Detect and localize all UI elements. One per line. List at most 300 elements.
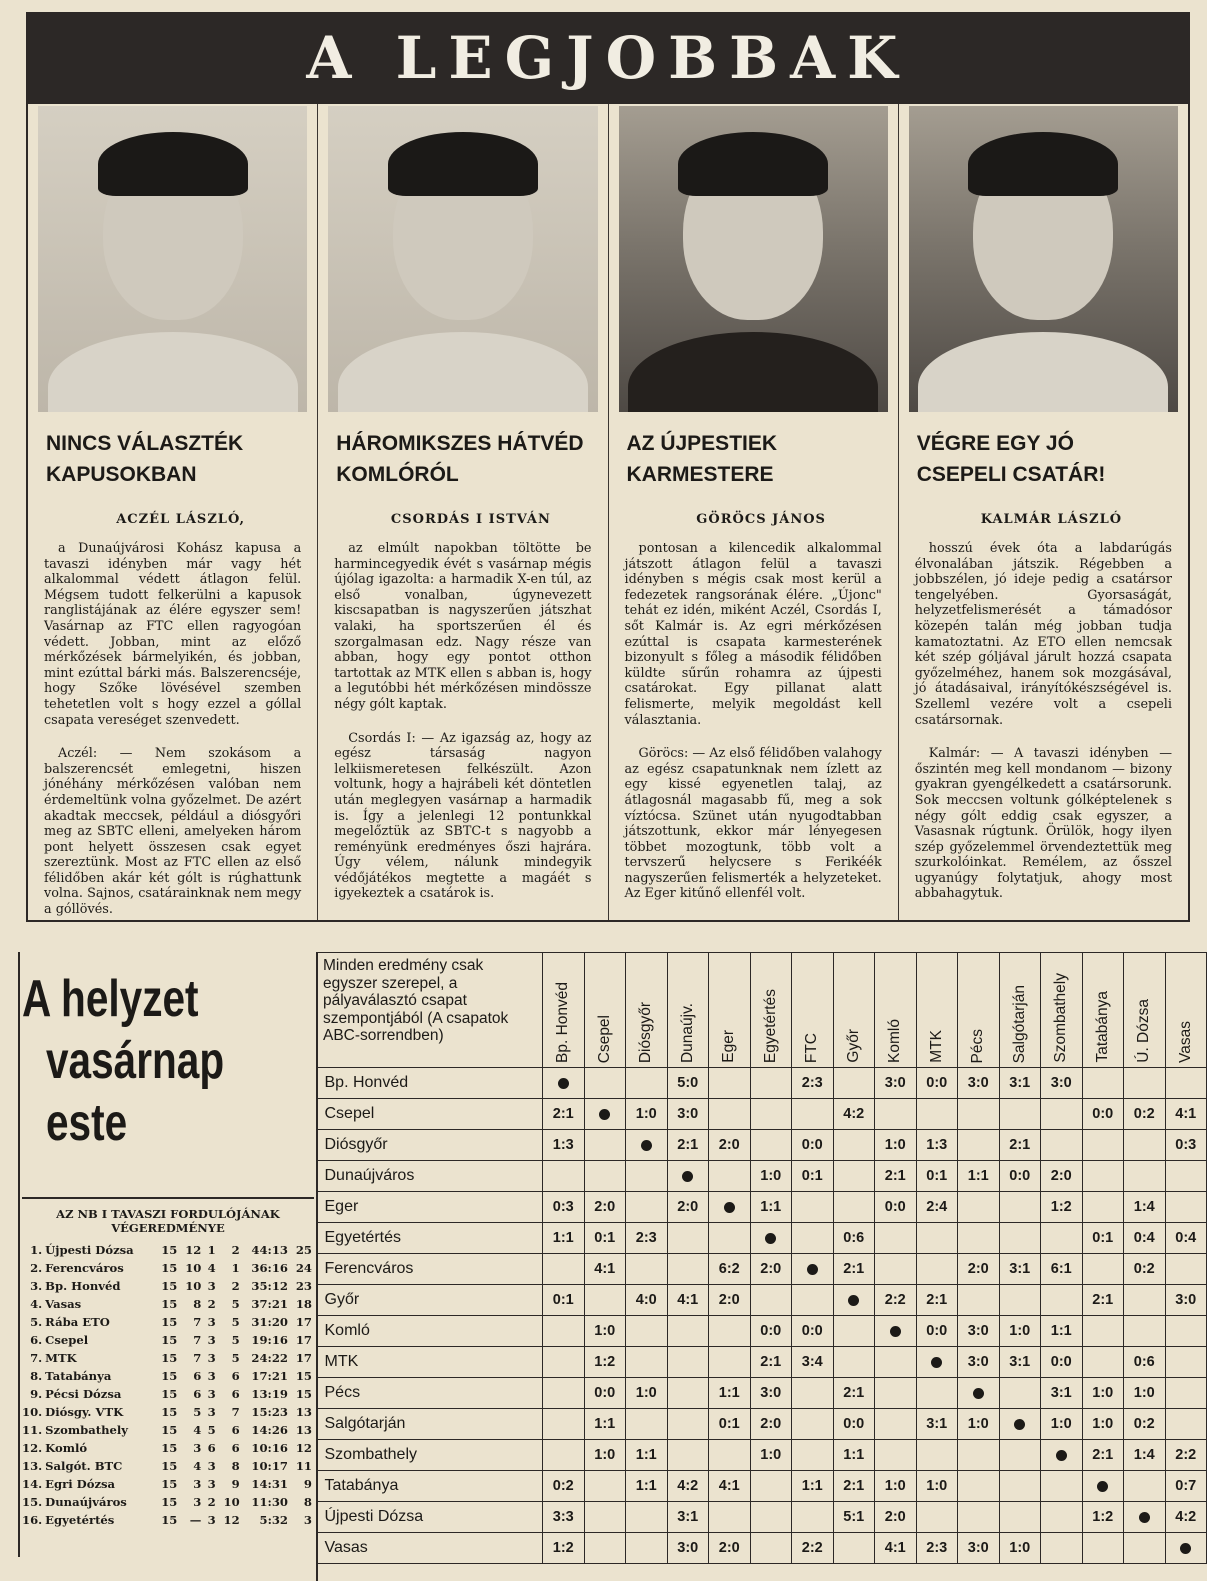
result-cell: 0:6 — [833, 1223, 875, 1254]
result-cell: 1:1 — [833, 1440, 875, 1471]
result-cell: 1:2 — [584, 1347, 626, 1378]
table-cell: 11 — [295, 1459, 312, 1473]
result-cell: 3:0 — [1165, 1285, 1207, 1316]
result-cell — [999, 1440, 1041, 1471]
result-cell — [1082, 1316, 1124, 1347]
table-row — [317, 1316, 1207, 1347]
result-cell: 2:3 — [916, 1533, 958, 1564]
player-column — [609, 104, 899, 920]
table-cell: 31:20 — [251, 1315, 288, 1329]
result-cell: 1:1 — [584, 1409, 626, 1440]
table-cell: 19:16 — [251, 1333, 288, 1347]
row-team: Egyetértés — [317, 1223, 543, 1254]
result-cell: 1:2 — [1082, 1502, 1124, 1533]
table-row — [22, 1259, 314, 1277]
result-cell: 2:4 — [916, 1192, 958, 1223]
table-cell: 12 — [185, 1243, 202, 1257]
result-cell — [667, 1254, 709, 1285]
result-cell: 5:1 — [833, 1502, 875, 1533]
result-cell: 2:1 — [667, 1130, 709, 1161]
result-cell — [543, 1440, 585, 1471]
row-team: Eger — [317, 1192, 543, 1223]
result-cell — [1165, 1378, 1207, 1409]
result-cell: 4:2 — [667, 1471, 709, 1502]
table-cell: 15 — [161, 1315, 178, 1329]
column-header: Komló — [875, 953, 917, 1068]
result-cell: 4:1 — [709, 1471, 751, 1502]
table-cell: 15 — [295, 1369, 312, 1383]
dot-icon — [724, 1202, 735, 1213]
result-cell — [750, 1099, 792, 1130]
result-cell — [792, 1502, 834, 1533]
result-cell — [999, 1223, 1041, 1254]
result-cell — [958, 1223, 1000, 1254]
result-cell: 3:0 — [750, 1378, 792, 1409]
player-photo — [909, 106, 1178, 412]
dot-icon — [890, 1326, 901, 1337]
result-cell: 0:7 — [1165, 1471, 1207, 1502]
result-cell: 1:0 — [916, 1471, 958, 1502]
column-header: Dunaújv. — [667, 953, 709, 1068]
result-cell — [667, 1316, 709, 1347]
result-cell — [916, 1378, 958, 1409]
table-cell: 11. — [22, 1423, 43, 1437]
table-row — [22, 1241, 314, 1259]
table-cell: 5 — [231, 1333, 240, 1347]
result-cell: 4:1 — [1165, 1099, 1207, 1130]
result-cell: 0:1 — [709, 1409, 751, 1440]
result-cell — [667, 1440, 709, 1471]
player-column — [28, 104, 318, 920]
table-cell: — — [189, 1513, 202, 1527]
table-row — [317, 1254, 1207, 1285]
result-cell — [792, 1099, 834, 1130]
table-cell: 3 — [207, 1405, 216, 1419]
result-cell — [999, 1502, 1041, 1533]
table-cell: Szombathely — [45, 1423, 129, 1437]
result-cell — [833, 1161, 875, 1192]
result-cell: 1:2 — [543, 1533, 585, 1564]
player-column — [899, 104, 1188, 920]
self-match-dot — [1082, 1471, 1124, 1502]
result-cell: 2:0 — [584, 1192, 626, 1223]
row-team: Dunaújváros — [317, 1161, 543, 1192]
result-cell: 1:0 — [1082, 1378, 1124, 1409]
column-header: Szombathely — [1041, 953, 1083, 1068]
table-cell: 9. — [30, 1387, 43, 1401]
table-cell: 10 — [185, 1279, 202, 1293]
table-row — [22, 1511, 314, 1529]
result-cell: 2:2 — [875, 1285, 917, 1316]
table-cell: 10 — [185, 1261, 202, 1275]
dot-icon — [807, 1264, 818, 1275]
table-cell: 17:21 — [251, 1369, 288, 1383]
standings-caption: AZ NB I TAVASZI FORDULÓJÁNAK VÉGEREDMÉNYE — [22, 1197, 314, 1241]
table-cell: 3 — [193, 1495, 202, 1509]
result-cell: 5:0 — [667, 1068, 709, 1099]
column-header: FTC — [792, 953, 834, 1068]
table-row — [22, 1403, 314, 1421]
result-cell: 2:1 — [1082, 1285, 1124, 1316]
table-cell: 3 — [207, 1351, 216, 1365]
result-cell: 1:1 — [709, 1378, 751, 1409]
result-cell: 0:3 — [543, 1192, 585, 1223]
table-row — [317, 1409, 1207, 1440]
table-cell: 8 — [231, 1459, 240, 1473]
result-cell — [626, 1533, 668, 1564]
result-cell: 1:0 — [626, 1099, 668, 1130]
table-cell: Csepel — [45, 1333, 89, 1347]
column-header: Eger — [709, 953, 751, 1068]
result-cell — [709, 1347, 751, 1378]
result-cell — [1041, 1285, 1083, 1316]
column-header: Salgótarján — [999, 953, 1041, 1068]
table-row — [22, 1493, 314, 1511]
dot-icon — [558, 1078, 569, 1089]
result-cell — [958, 1130, 1000, 1161]
player-name: ACZÉL LÁSZLÓ, — [116, 512, 246, 527]
table-cell: 12 — [223, 1513, 240, 1527]
table-cell: 15:23 — [251, 1405, 288, 1419]
result-cell: 1:1 — [543, 1223, 585, 1254]
result-cell: 1:0 — [999, 1316, 1041, 1347]
result-cell: 3:0 — [958, 1347, 1000, 1378]
result-cell: 2:0 — [750, 1254, 792, 1285]
result-cell: 0:0 — [792, 1316, 834, 1347]
table-cell: 15 — [161, 1459, 178, 1473]
table-row — [317, 1130, 1207, 1161]
result-cell — [626, 1347, 668, 1378]
banner-title: A LEGJOBBAK — [306, 24, 910, 92]
table-cell: 24 — [295, 1261, 312, 1275]
player-text: a Dunaújvárosi Kohász kapusa a tavaszi idényben már vagy hét alkalommal védett átlagon felül. Mégsem tudott felkerülni a kapusok ranglistájának az élére egyszer sem! Vasárnap az FTC ellen ragyogóan védett. Jobban, mint az előző mérkőzések bármelyikén, és jobban, mint ezúttal bárki más. Balszerencséje, hogy Szőke lövésével szemben tehetetlen volt s hogy ezzel a góllal csapata vereséget szenvedett. Aczél: — Nem szokásom a balszerencsét emlegetni, hiszen jónéhány mérkőzésen valóban nem érdemeltünk volna győzelmet. De azért akadtak meccsek, például a diósgyőri meg az SBTC elleni, amelyeken három pont helyett összesen csak egyet szereztünk. Most az FTC ellen az első félidőben akár két gólt is rúghattunk volna. Sajnos, csatárainknak nem megy a góllövés. — [44, 541, 302, 918]
result-cell: 4:0 — [626, 1285, 668, 1316]
table-row — [22, 1295, 314, 1313]
player-text: pontosan a kilencedik alkalommal játszott átlagon felül a tavaszi idényben s mégis csak most kerül a fedezetek rangsorának élére. „Újonc" tehát ez idén, miként Aczél, Csordás I, sőt Kalmár is. Az egri mérkőzésen ezúttal is csapata karmesterének bizonyult s főleg a második félidőben küldte sűrűn rohamra az újpesti csatárokat. Egy pillanat alatt felismerte, melyik megoldást kell választania. Göröcs: — Az első félidőben valahogy az egész csapatunknak nem ízlett az egy kissé egyenetlen talaj, az átlagosnál magasabb fű, meg a sok víztócsa. Szünet után nyugodtabban játszottunk, ekkor már lényegesen többet mozogtunk, több volt a tervszerű helycsere s Ferikéék nagyszerűen felismerték a helyzeteket. Az Eger kitűnő ellenfél volt. — [624, 541, 882, 902]
result-cell — [833, 1068, 875, 1099]
banner — [26, 12, 1190, 104]
table-row — [317, 1378, 1207, 1409]
table-cell: 1 — [207, 1243, 216, 1257]
result-cell — [1124, 1316, 1166, 1347]
result-cell — [875, 1099, 917, 1130]
result-cell — [999, 1099, 1041, 1130]
dot-icon — [1180, 1543, 1191, 1554]
result-cell: 3:0 — [958, 1316, 1000, 1347]
result-cell — [1041, 1471, 1083, 1502]
dot-icon — [765, 1233, 776, 1244]
result-cell: 4:2 — [833, 1099, 875, 1130]
result-cell — [584, 1285, 626, 1316]
table-cell: 4. — [30, 1297, 43, 1311]
row-team: Vasas — [317, 1533, 543, 1564]
result-cell — [958, 1285, 1000, 1316]
result-cell — [1165, 1347, 1207, 1378]
column-header: Egyetértés — [750, 953, 792, 1068]
table-cell: 2 — [207, 1495, 216, 1509]
result-cell — [792, 1223, 834, 1254]
table-cell: 7 — [193, 1333, 202, 1347]
result-cell — [958, 1099, 1000, 1130]
table-cell: 4 — [207, 1261, 216, 1275]
table-cell: 6 — [231, 1387, 240, 1401]
result-cell — [1165, 1161, 1207, 1192]
player-photo — [38, 106, 307, 412]
result-cell — [1124, 1471, 1166, 1502]
table-row — [22, 1475, 314, 1493]
result-cell: 0:6 — [1124, 1347, 1166, 1378]
result-cell: 0:0 — [750, 1316, 792, 1347]
result-cell — [1165, 1254, 1207, 1285]
row-team: Győr — [317, 1285, 543, 1316]
table-row — [22, 1331, 314, 1349]
result-cell — [833, 1533, 875, 1564]
result-cell — [543, 1347, 585, 1378]
column-header: Ú. Dózsa — [1124, 953, 1166, 1068]
self-match-dot — [958, 1378, 1000, 1409]
result-cell: 2:0 — [709, 1130, 751, 1161]
result-cell: 0:0 — [1041, 1347, 1083, 1378]
result-cell — [626, 1161, 668, 1192]
row-team: Bp. Honvéd — [317, 1068, 543, 1099]
result-cell: 2:0 — [709, 1285, 751, 1316]
result-cell: 3:3 — [543, 1502, 585, 1533]
table-cell: 15 — [161, 1261, 178, 1275]
table-cell: 7 — [193, 1315, 202, 1329]
self-match-dot — [626, 1130, 668, 1161]
table-cell: 15 — [161, 1369, 178, 1383]
result-cell: 0:0 — [833, 1409, 875, 1440]
self-match-dot — [792, 1254, 834, 1285]
table-row — [317, 1502, 1207, 1533]
result-cell: 1:1 — [626, 1440, 668, 1471]
result-cell — [1082, 1130, 1124, 1161]
result-cell — [667, 1347, 709, 1378]
result-cell — [916, 1099, 958, 1130]
result-cell — [1082, 1254, 1124, 1285]
table-cell: Egyetértés — [45, 1513, 115, 1527]
table-row — [22, 1421, 314, 1439]
result-cell: 1:0 — [1041, 1409, 1083, 1440]
table-cell: 12. — [22, 1441, 43, 1455]
table-cell: 3 — [207, 1279, 216, 1293]
table-cell: 15 — [161, 1351, 178, 1365]
result-cell — [1165, 1068, 1207, 1099]
result-cell: 0:0 — [916, 1068, 958, 1099]
result-cell: 0:2 — [1124, 1409, 1166, 1440]
table-cell: Rába ETO — [45, 1315, 110, 1329]
result-cell — [792, 1192, 834, 1223]
table-row — [317, 1068, 1207, 1099]
table-cell: 5 — [193, 1405, 202, 1419]
column-header: Tatabánya — [1082, 953, 1124, 1068]
result-cell: 3:1 — [916, 1409, 958, 1440]
table-cell: 17 — [295, 1351, 312, 1365]
table-cell: 7 — [231, 1405, 240, 1419]
result-cell — [916, 1223, 958, 1254]
table-cell: 5 — [231, 1315, 240, 1329]
table-cell: 15 — [161, 1333, 178, 1347]
result-cell — [626, 1316, 668, 1347]
dot-icon — [1014, 1419, 1025, 1430]
result-cell: 3:1 — [667, 1502, 709, 1533]
result-cell: 0:1 — [916, 1161, 958, 1192]
result-cell: 0:0 — [916, 1316, 958, 1347]
table-cell: 8 — [193, 1297, 202, 1311]
table-row — [22, 1367, 314, 1385]
result-cell: 2:1 — [750, 1347, 792, 1378]
table-row — [317, 1192, 1207, 1223]
result-cell — [875, 1223, 917, 1254]
table-cell: Egri Dózsa — [45, 1477, 116, 1491]
result-cell: 3:1 — [999, 1068, 1041, 1099]
self-match-dot — [999, 1409, 1041, 1440]
result-cell: 2:0 — [958, 1254, 1000, 1285]
result-cell — [958, 1192, 1000, 1223]
table-cell: 36:16 — [251, 1261, 288, 1275]
dot-icon — [682, 1171, 693, 1182]
result-cell: 3:1 — [999, 1347, 1041, 1378]
result-cell: 1:0 — [584, 1316, 626, 1347]
row-team: Szombathely — [317, 1440, 543, 1471]
result-cell: 2:0 — [875, 1502, 917, 1533]
result-cell — [916, 1440, 958, 1471]
result-cell — [626, 1192, 668, 1223]
result-cell — [833, 1130, 875, 1161]
table-cell: 44:13 — [251, 1243, 288, 1257]
table-cell: 15 — [161, 1477, 178, 1491]
table-cell: 5. — [30, 1315, 43, 1329]
result-cell: 2:2 — [1165, 1440, 1207, 1471]
result-cell: 3:0 — [958, 1533, 1000, 1564]
table-cell: 4 — [193, 1459, 202, 1473]
table-cell: 10. — [22, 1405, 43, 1419]
result-cell: 2:3 — [626, 1223, 668, 1254]
dot-icon — [973, 1388, 984, 1399]
result-cell: 0:1 — [792, 1161, 834, 1192]
table-cell: 13. — [22, 1459, 43, 1473]
result-cell — [1165, 1316, 1207, 1347]
table-cell: Salgót. BTC — [45, 1459, 123, 1473]
player-title: VÉGRE EGY JÓ CSEPELI CSATÁR! — [916, 432, 1106, 486]
player-text: az elmúlt napokban töltötte be harmincegyedik évét s vasárnap mégis újólag igazolta: a harmadik X-en túl, az első vonalban, úgynevezett kiscsapatban is nagyszerűen játszhat valaki, ha sportszerűen él és szorgalmasan edz. Nagy része van abban, hogy egy pontot otthon tartottak az MTK ellen s abban is, hogy a legutóbbi hét mérkőzésen mindössze négy gólt kaptak. Csordás I: — Az igazság az, hogy az egész társaság nagyon lelkiismeretesen felkészült. Azon voltunk, hogy a hajrábeli két döntetlen után meglegyen vasárnap a harmadik is. Így a jelenlegi 12 pontunkkal megelőztük az SBTC-t s nagyobb a reményünk eredményes őszi hajrára. Úgy vélem, nálunk mindegyik védőjátékos megtette a magáét s igyekeztek a csatárok is. — [334, 541, 592, 902]
table-cell: 15 — [295, 1387, 312, 1401]
result-cell: 1:0 — [750, 1161, 792, 1192]
result-cell: 4:2 — [1165, 1502, 1207, 1533]
result-cell — [1082, 1068, 1124, 1099]
self-match-dot — [833, 1285, 875, 1316]
result-cell — [958, 1440, 1000, 1471]
dot-icon — [1139, 1512, 1150, 1523]
result-cell — [667, 1223, 709, 1254]
table-cell: 9 — [303, 1477, 312, 1491]
table-cell: 24:22 — [251, 1351, 288, 1365]
result-cell — [1041, 1502, 1083, 1533]
row-team: Diósgyőr — [317, 1130, 543, 1161]
table-cell: 15 — [161, 1297, 178, 1311]
table-cell: 6 — [193, 1369, 202, 1383]
player-title: AZ ÚJPESTIEK KARMESTERE — [626, 432, 778, 486]
result-cell — [584, 1471, 626, 1502]
table-cell: 25 — [295, 1243, 312, 1257]
player-title: NINCS VÁLASZTÉK KAPUSOKBAN — [46, 432, 244, 486]
result-cell: 3:0 — [958, 1068, 1000, 1099]
result-cell: 3:0 — [667, 1099, 709, 1130]
result-cell: 4:1 — [875, 1533, 917, 1564]
dot-icon — [848, 1295, 859, 1306]
row-team: Salgótarján — [317, 1409, 543, 1440]
row-team: Tatabánya — [317, 1471, 543, 1502]
table-cell: Dunaújváros — [45, 1495, 127, 1509]
table-cell: 2 — [207, 1297, 216, 1311]
result-cell — [833, 1347, 875, 1378]
result-cell — [750, 1285, 792, 1316]
table-cell: 6 — [231, 1441, 240, 1455]
table-cell: 3 — [207, 1315, 216, 1329]
result-cell — [750, 1471, 792, 1502]
table-cell: 3 — [207, 1333, 216, 1347]
result-cell: 0:1 — [584, 1223, 626, 1254]
self-match-dot — [750, 1223, 792, 1254]
table-cell: 10:16 — [251, 1441, 288, 1455]
self-match-dot — [543, 1068, 585, 1099]
table-cell: 12 — [295, 1441, 312, 1455]
table-cell: 3 — [303, 1513, 312, 1527]
result-cell — [1041, 1533, 1083, 1564]
result-cell — [875, 1409, 917, 1440]
result-cell: 2:0 — [1041, 1161, 1083, 1192]
table-cell: Diósgy. VTK — [45, 1405, 124, 1419]
table-cell: 8. — [30, 1369, 43, 1383]
result-cell — [1082, 1347, 1124, 1378]
table-row — [317, 1099, 1207, 1130]
result-cell — [667, 1409, 709, 1440]
result-cell: 4:1 — [584, 1254, 626, 1285]
table-cell: 9 — [231, 1477, 240, 1491]
result-cell — [626, 1068, 668, 1099]
table-cell: MTK — [45, 1351, 77, 1365]
result-cell: 6:1 — [1041, 1254, 1083, 1285]
result-cell: 0:0 — [584, 1378, 626, 1409]
table-row — [317, 1285, 1207, 1316]
result-cell — [543, 1378, 585, 1409]
table-cell: 17 — [295, 1333, 312, 1347]
result-cell — [1041, 1223, 1083, 1254]
result-cell — [626, 1254, 668, 1285]
result-cell: 2:1 — [543, 1099, 585, 1130]
player-name: KALMÁR LÁSZLÓ — [980, 512, 1123, 527]
self-match-dot — [1041, 1440, 1083, 1471]
table-cell: 2. — [30, 1261, 43, 1275]
table-cell: 15 — [161, 1441, 178, 1455]
result-cell: 0:0 — [1082, 1099, 1124, 1130]
table-cell: Vasas — [45, 1297, 82, 1311]
table-cell: 7. — [30, 1351, 43, 1365]
table-cell: 13:19 — [251, 1387, 288, 1401]
result-cell: 1:0 — [999, 1533, 1041, 1564]
result-cell — [543, 1316, 585, 1347]
table-cell: 15. — [22, 1495, 43, 1509]
result-cell: 0:4 — [1165, 1223, 1207, 1254]
table-cell: 1 — [231, 1261, 240, 1275]
column-header: Diósgyőr — [626, 953, 668, 1068]
result-cell — [875, 1440, 917, 1471]
players-section — [26, 104, 1190, 922]
result-cell — [543, 1409, 585, 1440]
result-cell: 1:4 — [1124, 1192, 1166, 1223]
result-cell — [750, 1068, 792, 1099]
result-cell — [875, 1378, 917, 1409]
